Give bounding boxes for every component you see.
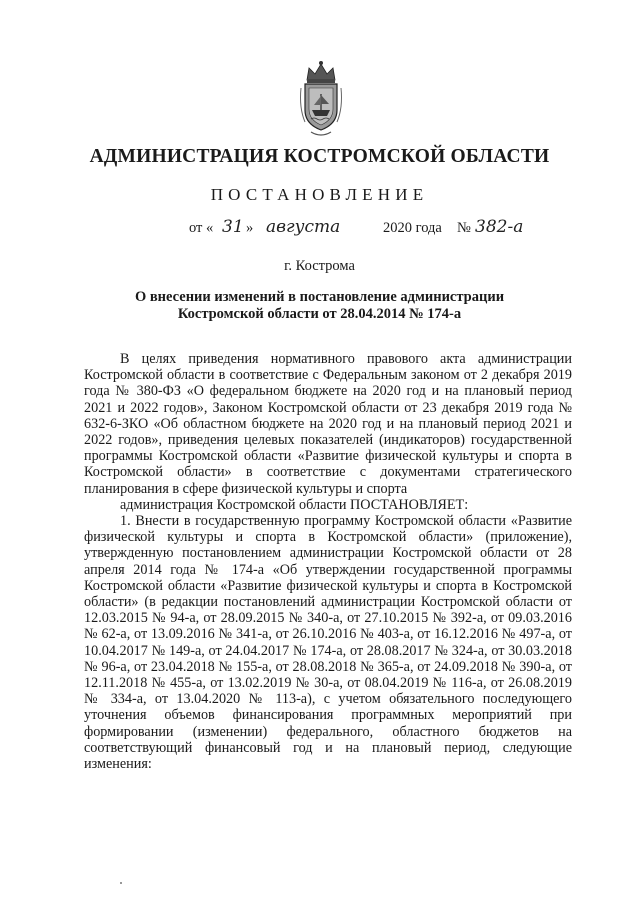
date-mid: » <box>246 220 254 236</box>
organization-title: АДМИНИСТРАЦИЯ КОСТРОМСКОЙ ОБЛАСТИ <box>89 146 550 167</box>
subject-line-1: О внесении изменений в постановление администрации <box>134 289 505 305</box>
subject-line-2: Костромской области от 28.04.2014 № 174-а <box>177 306 462 322</box>
document-subject <box>0 289 639 323</box>
number-sign: № <box>457 220 471 236</box>
date-prefix: от « <box>189 220 214 236</box>
paragraph-item-1: 1. Внести в государственную программу Костромской области «Развитие физической культуры и спорта в Костромской области» (приложение), утвержденную постановлением администрации Костромской области от 28 апреля 2014 года № 174-а «Об утверждении государственной программы Костромской области «Развитие физической культуры и спорта в Костромской области» (в редакции постановлений администрации Костромской области от 12.03.2015 № 94-а, от 28.09.2015 № 340-а, от 27.10.2015 № 392-а, от 09.03.2016 № 62-а, от 13.09.2016 № 341-а, от 26.10.2016 № 403-а, от 16.12.2016 № 497-а, от 10.04.2017 № 149-а, от 24.04.2017 № 174-а, от 28.08.2017 № 324-а, от 30.03.2018 № 96-а, от 23.04.2018 № 155-а, от 28.08.2018 № 365-а, от 24.09.2018 № 390-а, от 12.11.2018 № 455-а, от 13.02.2019 № 30-а, от 08.04.2019 № 116-а, от 26.08.2019 № 334-а, от 13.04.2020 № 113-а), с учетом обязательного последующего уточнения объемов финансирования программных мероприятий при формировании (изменении) федерального, областного бюджетов на соответствующий финансовый год и на плановый период, следующие изменения: <box>84 513 572 773</box>
document-body <box>84 351 572 772</box>
date-month: августа <box>266 217 341 237</box>
document-number: 382-а <box>475 217 524 237</box>
date-year: 2020 года <box>383 220 442 236</box>
paragraph-preamble: В целях приведения нормативного правового акта администрации Костромской области в соответствие с Федеральным законом от 2 декабря 2019 года № 380-ФЗ «О федеральном бюджете на 2020 год и на плановый период 2021 и 2022 годов», Законом Костромской области от 23 декабря 2019 года № 632-6-ЗКО «Об областном бюджете на 2020 год и на плановый период 2021 и 2022 годов», приведения целевых показателей (индикаторов) государственной программы Костромской области «Развитие физической культуры и спорта в Костромской области» в соответствие с документами стратегического планирования в сфере физической культуры и спорта <box>84 351 572 497</box>
document-type: ПОСТАНОВЛЕНИЕ <box>210 185 429 204</box>
date-line <box>0 218 639 240</box>
scan-speck <box>120 882 122 884</box>
paragraph-resolves: администрация Костромской области ПОСТАНОВЛЯЕТ: <box>120 496 469 513</box>
city: г. Кострома <box>284 258 355 274</box>
date-day: 31 <box>222 217 244 237</box>
coat-of-arms-icon <box>297 58 345 138</box>
